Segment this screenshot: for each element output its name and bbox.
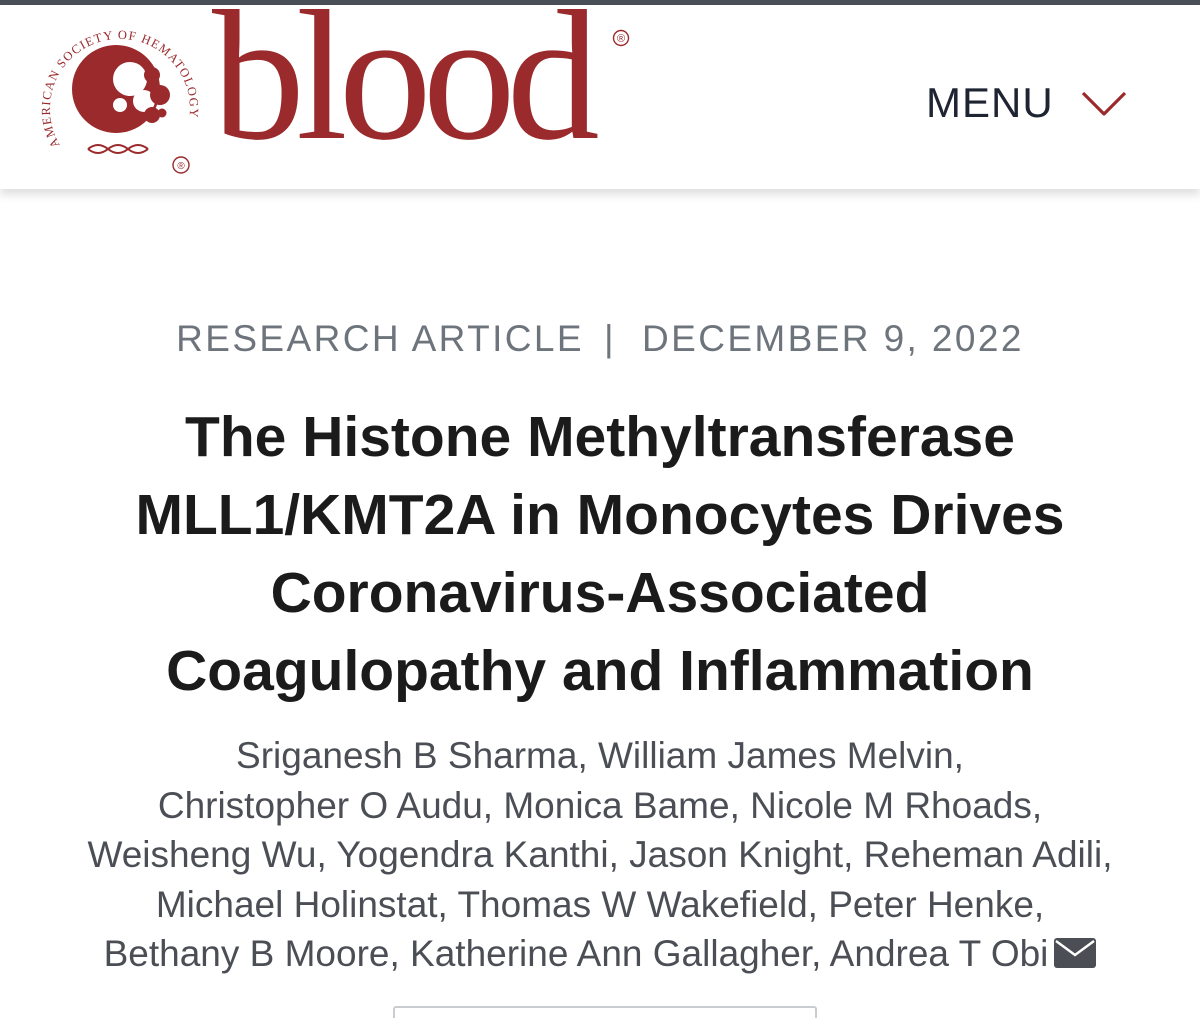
chevron-down-icon [1080, 88, 1128, 118]
author-line[interactable]: Weisheng Wu, Yogendra Kanthi, Jason Knight, Reheman Adili, [87, 834, 1113, 875]
author-line[interactable]: Christopher O Audu, Monica Bame, Nicole M Rhoads, [157, 784, 1043, 826]
seal-ring-text: AMERICAN SOCIETY OF HEMATOLOGY [38, 27, 202, 151]
author-list [40, 731, 1160, 979]
svg-text:®: ® [616, 33, 626, 45]
site-header [0, 0, 1200, 189]
article-date: DECEMBER 9, 2022 [642, 318, 1024, 359]
author-line[interactable]: Bethany B Moore, Katherine Ann Gallagher, Andrea T Obi [103, 933, 1049, 974]
menu-label: MENU [926, 79, 1054, 126]
title-line: MLL1/KMT2A in Monocytes Drives [135, 483, 1065, 547]
seal-registered-mark: ® [177, 161, 185, 172]
author-line[interactable]: Sriganesh B Sharma, William James Melvin, [236, 735, 964, 776]
envelope-icon[interactable] [1054, 938, 1096, 968]
registered-mark-icon [612, 29, 630, 47]
blood-wordmark[interactable]: blood [212, 0, 591, 179]
author-line[interactable]: Michael Holinstat, Thomas W Wakefield, Peter Henke, [155, 883, 1045, 925]
meta-separator: | [603, 318, 616, 359]
article-title [40, 398, 1160, 710]
title-line: The Histone Methyltransferase [185, 405, 1015, 469]
ash-seal-logo[interactable] [36, 17, 206, 177]
article-type: RESEARCH ARTICLE [176, 318, 584, 359]
partial-button[interactable] [393, 1006, 817, 1018]
title-line: Coagulopathy and Inflammation [166, 639, 1034, 703]
menu-button[interactable] [926, 75, 1128, 131]
article-meta [0, 318, 1200, 360]
title-line: Coronavirus-Associated [270, 561, 930, 625]
